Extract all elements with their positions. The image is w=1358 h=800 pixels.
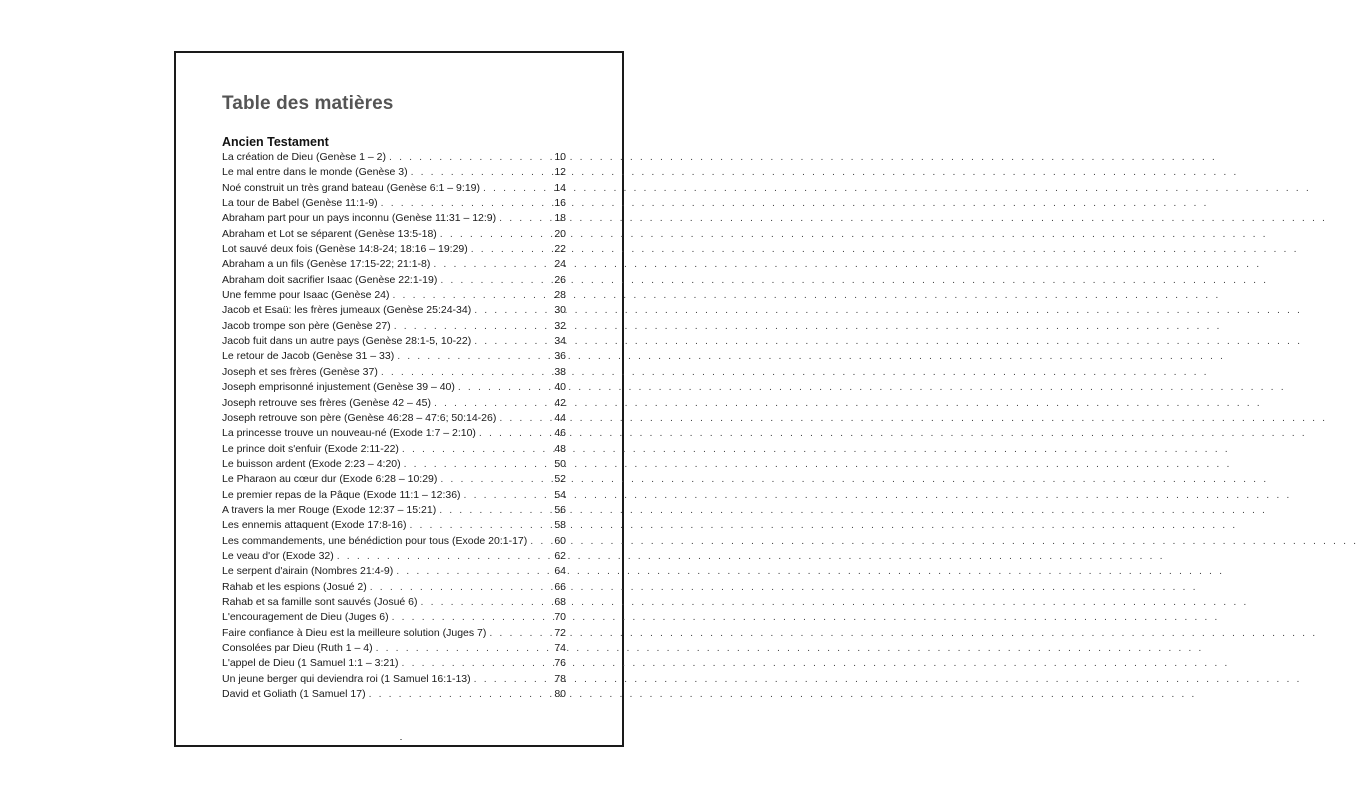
toc-entry: [222, 289, 566, 304]
print-speck: [400, 739, 402, 740]
toc-entry-title: Une femme pour Isaac (Genèse 24): [222, 289, 390, 302]
dot-leader: [499, 412, 551, 424]
toc-entry: [222, 535, 566, 550]
dot-leader: [433, 258, 551, 270]
toc-entry-page: 72: [554, 626, 566, 639]
toc-entry: [222, 519, 566, 534]
toc-entry-title: A travers la mer Rouge (Exode 12:37 – 15:21): [222, 503, 437, 516]
toc-entry: [222, 381, 566, 396]
toc-entry-title: Jacob et Esaü: les frères jumeaux (Genèse 25:24-34): [222, 304, 472, 317]
dot-leader: [474, 673, 552, 685]
toc-entry-title: L'appel de Dieu (1 Samuel 1:1 – 3:21): [222, 657, 399, 670]
dot-leader: [396, 565, 551, 577]
toc-entry-page: 36: [554, 350, 566, 363]
toc-entry-title: Joseph retrouve son père (Genèse 46:28 – 47:6; 50:14-26): [222, 411, 497, 424]
toc-entry: [222, 166, 566, 181]
toc-entry-page: 38: [554, 365, 566, 378]
dot-leader: [474, 335, 551, 347]
dot-leader: [439, 504, 551, 516]
toc-entry-title: Joseph retrouve ses frères (Genèse 42 – 45): [222, 396, 431, 409]
dot-leader: [394, 320, 552, 332]
dot-leader: [337, 550, 552, 562]
toc-entry-page: 20: [554, 227, 566, 240]
dot-leader: [471, 243, 552, 255]
toc-entry-title: Rahab et les espions (Josué 2): [222, 580, 367, 593]
toc-entry-title: Joseph emprisonné injustement (Genèse 39 – 40): [222, 381, 455, 394]
dot-leader: [404, 458, 552, 470]
toc-entry: [222, 258, 566, 273]
toc-entry: [222, 366, 566, 381]
toc-entry-page: 34: [554, 335, 566, 348]
toc-entry: [222, 443, 566, 458]
dot-leader: [411, 166, 552, 178]
dot-leader: [440, 274, 551, 286]
dot-leader: [402, 657, 552, 669]
toc-entry: [222, 350, 566, 365]
toc-entry-page: 80: [554, 688, 566, 701]
toc-entry-title: Le retour de Jacob (Genèse 31 – 33): [222, 350, 395, 363]
toc-entry: [222, 412, 566, 427]
toc-entry: [222, 397, 566, 412]
dot-leader: [381, 366, 551, 378]
toc-entry-page: 44: [554, 411, 566, 424]
toc-entry-page: 40: [554, 381, 566, 394]
toc-entry-page: 64: [554, 565, 566, 578]
toc-entry-page: 48: [554, 442, 566, 455]
toc-entry: [222, 151, 566, 166]
toc-entry-title: Lot sauvé deux fois (Genèse 14:8-24; 18:16 – 19:29): [222, 243, 468, 256]
dot-leader: [483, 182, 551, 194]
dot-leader: [499, 212, 551, 224]
dot-leader: [440, 473, 551, 485]
toc-entry-page: 24: [554, 258, 566, 271]
toc-entry: [222, 642, 566, 657]
dot-leader: [458, 381, 551, 393]
dot-leader: [464, 489, 552, 501]
toc-entry-title: Le mal entre dans le monde (Genèse 3): [222, 166, 408, 179]
toc-entry-title: Noé construit un très grand bateau (Genèse 6:1 – 9:19): [222, 181, 480, 194]
toc-entry-title: Le serpent d'airain (Nombres 21:4-9): [222, 565, 394, 578]
toc-entry-title: L'encouragement de Dieu (Juges 6): [222, 611, 389, 624]
toc-entry-page: 66: [554, 580, 566, 593]
dot-leader: [530, 535, 551, 547]
toc-entry-page: 52: [554, 473, 566, 486]
toc-entry-title: Les ennemis attaquent (Exode 17:8-16): [222, 519, 407, 532]
toc-entry: [222, 504, 566, 519]
toc-entry-title: Le Pharaon au cœur dur (Exode 6:28 – 10:29): [222, 473, 438, 486]
dot-leader: [434, 397, 551, 409]
toc-entry-title: Jacob trompe son père (Genèse 27): [222, 319, 391, 332]
dot-leader: [479, 427, 551, 439]
toc-entry-title: David et Goliath (1 Samuel 17): [222, 688, 366, 701]
toc-entry: [222, 550, 566, 565]
dot-leader: [369, 688, 552, 700]
toc-entry-title: Abraham a un fils (Genèse 17:15-22; 21:1-8): [222, 258, 431, 271]
toc-entry-title: Faire confiance à Dieu est la meilleure solution (Juges 7): [222, 626, 487, 639]
toc-entry-page: 18: [554, 212, 566, 225]
toc-entry-page: 78: [554, 672, 566, 685]
toc-entry-title: Joseph et ses frères (Genèse 37): [222, 365, 378, 378]
toc-entry-page: 58: [554, 519, 566, 532]
toc-entry: [222, 458, 566, 473]
toc-entry-page: 76: [554, 657, 566, 670]
toc-entry-title: La princesse trouve un nouveau-né (Exode 1:7 – 2:10): [222, 427, 476, 440]
toc-entry-page: 10: [554, 151, 566, 163]
toc-entry-page: 42: [554, 396, 566, 409]
toc-entry-title: Le buisson ardent (Exode 2:23 – 4:20): [222, 457, 401, 470]
toc-entry-page: 26: [554, 273, 566, 286]
toc-entry-title: Abraham et Lot se séparent (Genèse 13:5-18): [222, 227, 437, 240]
toc-entry-title: La tour de Babel (Genèse 11:1-9): [222, 197, 378, 210]
toc-entry-page: 16: [554, 197, 566, 210]
toc-entry-page: 70: [554, 611, 566, 624]
toc-entry: [222, 673, 566, 688]
toc-entry-title: Consolées par Dieu (Ruth 1 – 4): [222, 642, 373, 654]
toc-entry-page: 54: [554, 488, 566, 501]
toc-entry: [222, 243, 566, 258]
toc-entry-page: 56: [554, 503, 566, 516]
toc-entry: [222, 320, 566, 335]
dot-leader: [381, 197, 552, 209]
toc-entry-title: Rahab et sa famille sont sauvés (Josué 6): [222, 595, 418, 608]
dot-leader: [421, 596, 552, 608]
toc-entry-title: Jacob fuit dans un autre pays (Genèse 28:1-5, 10-22): [222, 335, 472, 348]
dot-leader: [409, 519, 551, 531]
toc-entry-title: Un jeune berger qui deviendra roi (1 Samuel 16:1-13): [222, 672, 471, 685]
toc-entry: [222, 611, 566, 626]
toc-entry-page: 28: [554, 289, 566, 302]
toc-entry: [222, 565, 566, 580]
toc-entry: [222, 228, 566, 243]
toc-entry-page: 14: [554, 181, 566, 194]
toc-entry-title: Abraham part pour un pays inconnu (Genèse 11:31 – 12:9): [222, 212, 497, 225]
toc-entry: [222, 427, 566, 442]
toc-entry: [222, 182, 566, 197]
dot-leader: [392, 611, 552, 623]
dot-leader: [393, 289, 552, 301]
dot-leader: [474, 304, 551, 316]
toc-entry: [222, 596, 566, 611]
toc-entry: [222, 473, 566, 488]
toc-entry: [222, 335, 566, 350]
toc-entry: [222, 657, 566, 672]
dot-leader: [402, 443, 551, 455]
toc-entry: [222, 489, 566, 504]
toc-entry-page: 50: [554, 457, 566, 470]
book-page: [174, 51, 624, 747]
toc-entry: [222, 212, 566, 227]
toc-entry-page: 22: [554, 243, 566, 256]
toc-entry-page: 74: [554, 642, 566, 654]
toc-entry-title: Le prince doit s'enfuir (Exode 2:11-22): [222, 442, 399, 455]
toc-entry-title: Abraham doit sacrifier Isaac (Genèse 22:1-19): [222, 273, 438, 286]
toc-entry-page: 32: [554, 319, 566, 332]
toc-entry: [222, 197, 566, 212]
toc-entry-page: 12: [554, 166, 566, 179]
section-heading: Ancien Testament: [222, 135, 329, 149]
toc-entry: [222, 688, 566, 703]
toc-entry-title: Le premier repas de la Pâque (Exode 11:1 – 12:36): [222, 488, 461, 501]
toc-entry: [222, 581, 566, 596]
dot-leader: [389, 151, 551, 163]
table-of-contents: [222, 151, 566, 703]
toc-entry-page: 68: [554, 595, 566, 608]
toc-entry-title: Le veau d'or (Exode 32): [222, 549, 334, 562]
toc-entry-page: 46: [554, 427, 566, 440]
toc-entry-page: 62: [554, 549, 566, 562]
page-title: Table des matières: [222, 93, 394, 114]
dot-leader: [489, 627, 551, 639]
toc-entry-title: Les commandements, une bénédiction pour tous (Exode 20:1-17): [222, 534, 528, 547]
toc-entry-title: La création de Dieu (Genèse 1 – 2): [222, 151, 387, 163]
toc-entry-page: 30: [554, 304, 566, 317]
toc-entry: [222, 304, 566, 319]
dot-leader: [376, 642, 552, 654]
dot-leader: [397, 350, 551, 362]
toc-entry-page: 60: [554, 534, 566, 547]
toc-entry: [222, 627, 566, 642]
dot-leader: [370, 581, 552, 593]
toc-entry: [222, 274, 566, 289]
dot-leader: [440, 228, 552, 240]
